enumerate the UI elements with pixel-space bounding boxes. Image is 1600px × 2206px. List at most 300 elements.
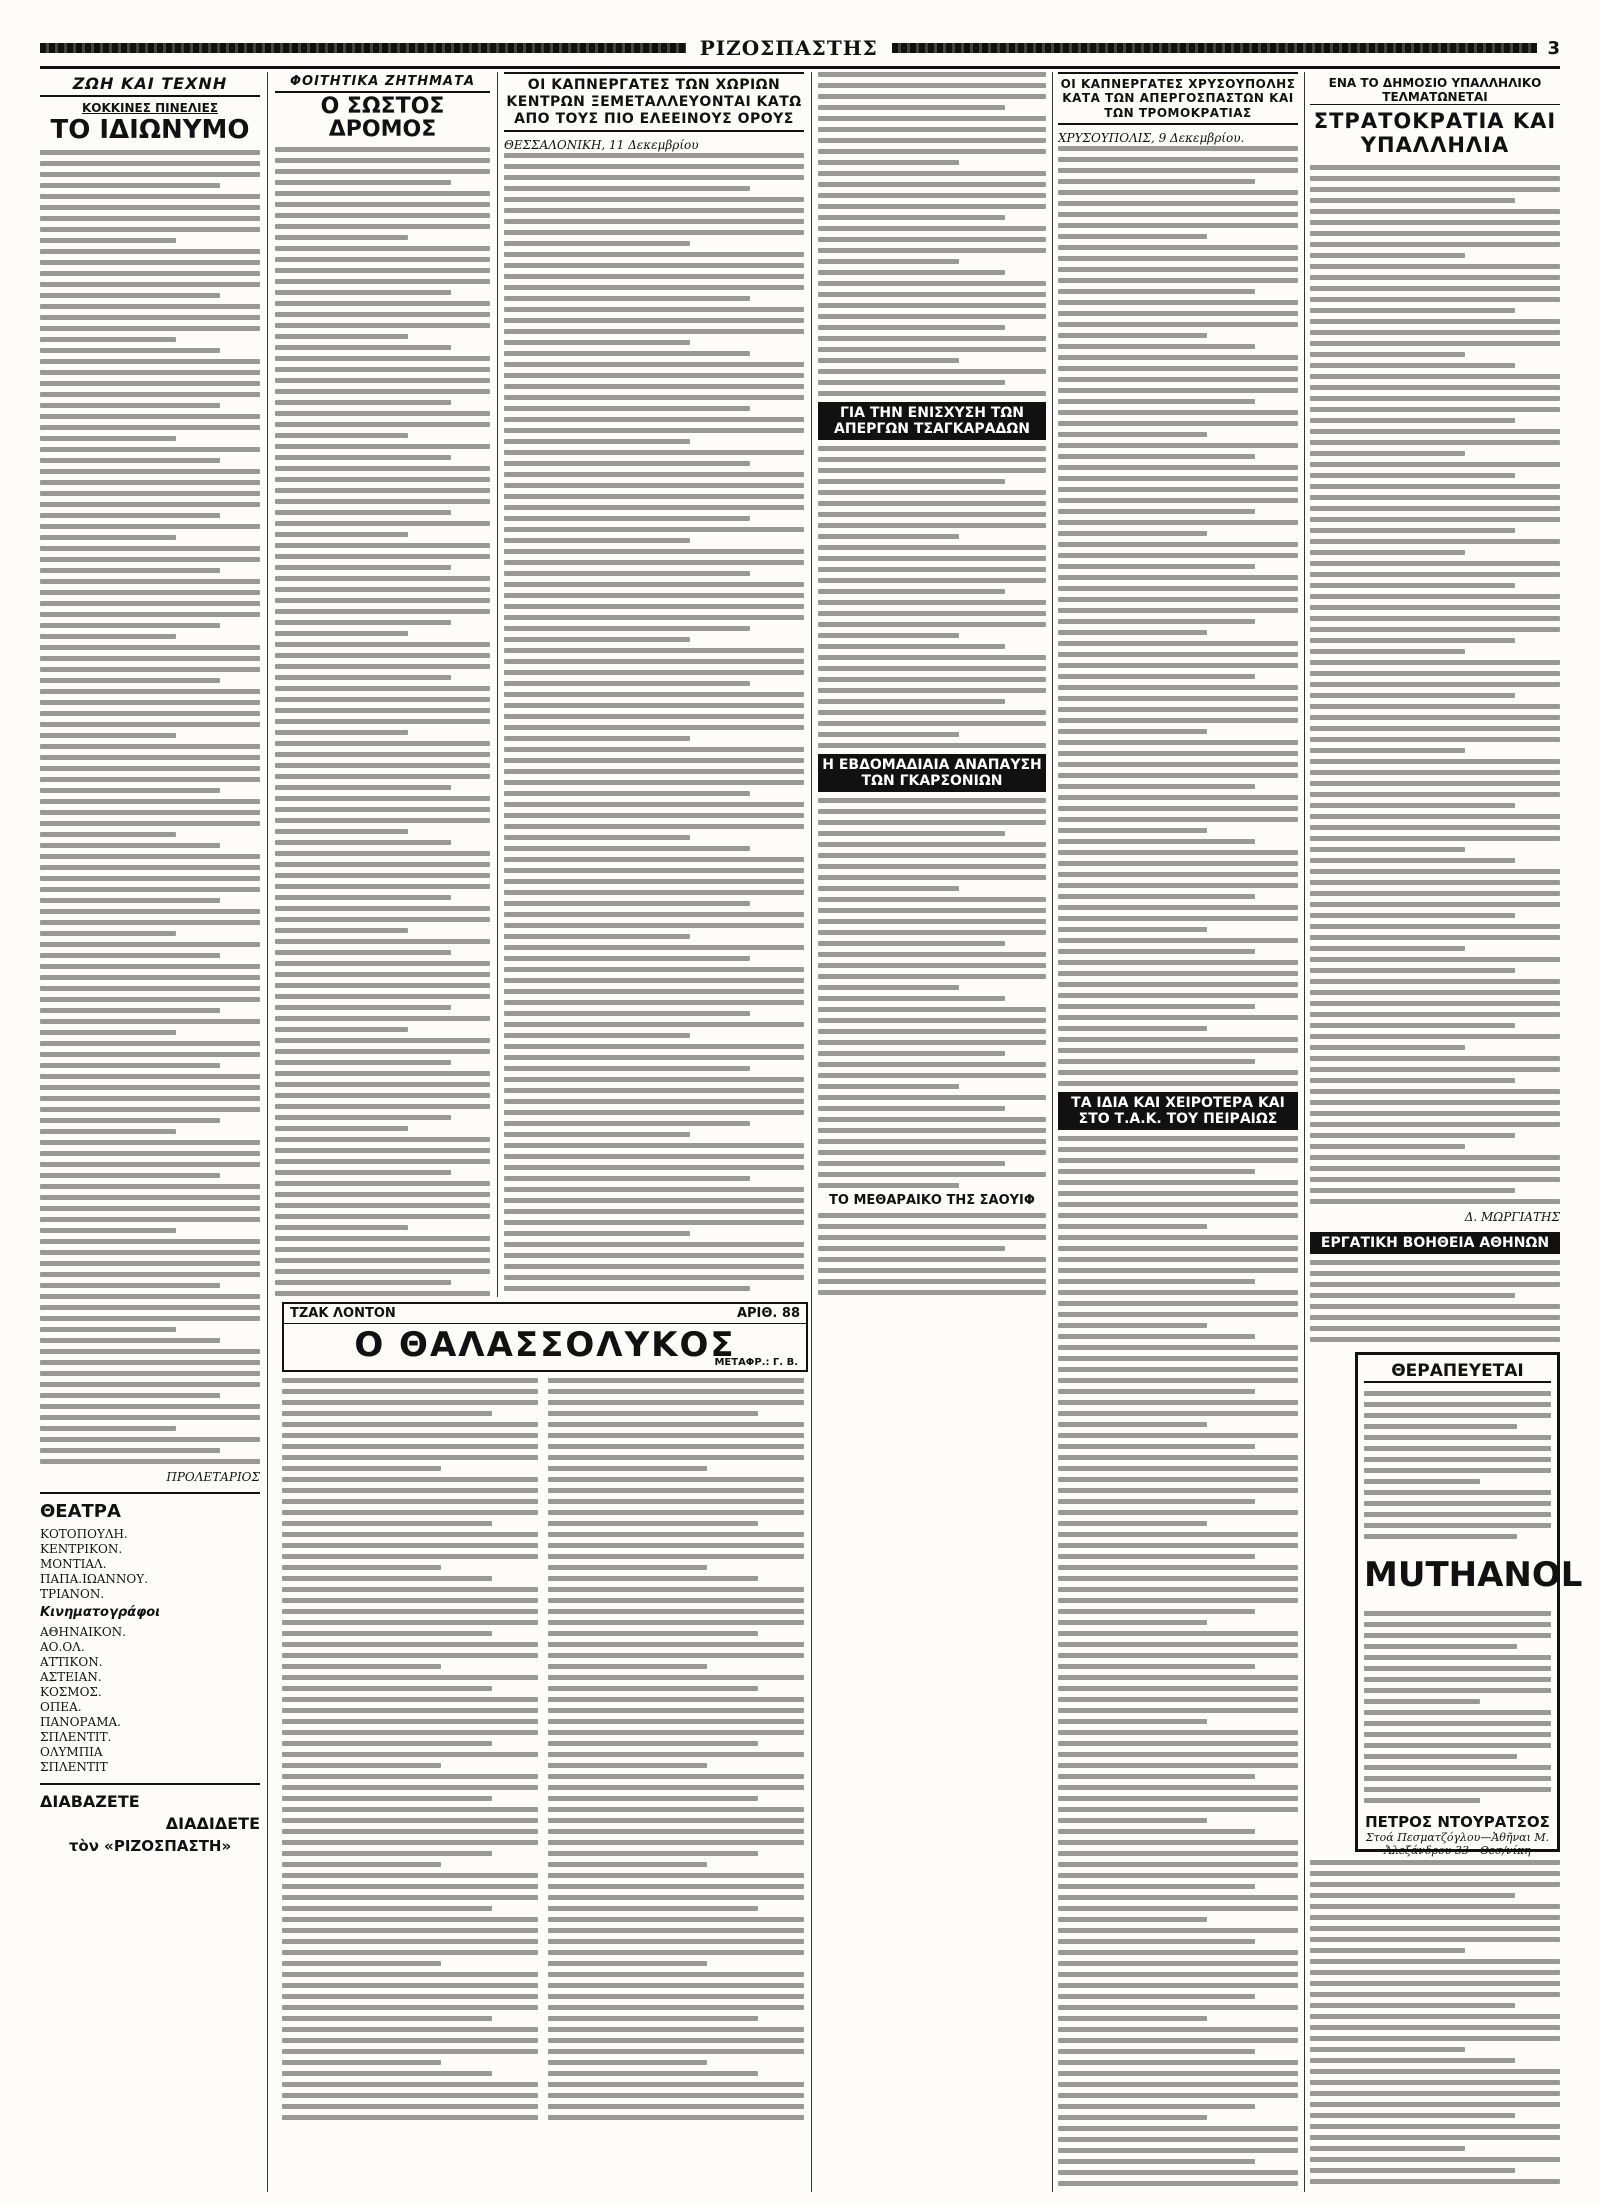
text-line-placeholder <box>1058 355 1298 360</box>
text-line-placeholder <box>1058 2005 1298 2010</box>
text-line-placeholder <box>548 1565 707 1570</box>
ad-brand: MUTHANOL <box>1364 1555 1583 1595</box>
text-line-placeholder <box>1310 1860 1560 1865</box>
text-line-placeholder <box>504 604 804 609</box>
text-line-placeholder <box>818 952 1046 957</box>
text-line-placeholder <box>40 370 260 375</box>
text-line-placeholder <box>504 527 804 532</box>
text-line-placeholder <box>1310 275 1560 280</box>
text-line-placeholder <box>1310 737 1560 742</box>
text-line-placeholder <box>1310 407 1560 412</box>
text-line-placeholder <box>1310 462 1560 467</box>
text-line-placeholder <box>548 1631 758 1636</box>
text-line-placeholder <box>548 1796 758 1801</box>
text-line-placeholder <box>40 645 260 650</box>
text-line-placeholder <box>1310 2003 1515 2008</box>
text-line-placeholder <box>275 796 490 801</box>
text-line-placeholder <box>1310 2102 1560 2107</box>
text-line-placeholder <box>1058 696 1298 701</box>
text-line-placeholder <box>818 545 1046 550</box>
heading-support-strikers: ΓΙΑ ΤΗΝ ΕΝΙΣΧΥΣΗ ΤΩΝ ΑΠΕΡΓΩΝ ΤΣΑΓΚΑΡΑΔΩΝ <box>818 402 1046 440</box>
text-line-placeholder <box>818 138 1046 143</box>
text-line-placeholder <box>1058 773 1298 778</box>
text-line-placeholder <box>40 722 260 727</box>
text-line-placeholder <box>1058 2060 1298 2065</box>
text-line-placeholder <box>818 666 1046 671</box>
text-line-placeholder <box>40 205 260 210</box>
text-line-placeholder <box>1058 1499 1255 1504</box>
text-line-placeholder <box>275 1192 490 1197</box>
text-line-placeholder <box>40 535 176 540</box>
text-line-placeholder <box>275 928 408 933</box>
text-line-placeholder <box>504 1253 804 1258</box>
text-line-placeholder <box>504 1209 804 1214</box>
text-line-placeholder <box>275 1126 408 1131</box>
text-line-placeholder <box>40 931 176 936</box>
text-line-placeholder <box>504 901 750 906</box>
text-line-placeholder <box>1364 1787 1551 1792</box>
text-line-placeholder <box>40 293 220 298</box>
cinema-item: ΑΘΗΝΑΙΚΟΝ. <box>40 1624 126 1639</box>
text-line-placeholder <box>818 677 1046 682</box>
text-line-placeholder <box>1058 1686 1298 1691</box>
text-line-placeholder <box>282 1961 441 1966</box>
text-line-placeholder <box>818 72 1046 77</box>
column-1 <box>40 72 260 2192</box>
text-line-placeholder <box>504 1033 690 1038</box>
text-line-placeholder <box>1058 674 1255 679</box>
text-line-placeholder <box>504 450 804 455</box>
column-rule <box>267 72 268 2192</box>
text-line-placeholder <box>504 1110 804 1115</box>
article-body <box>818 798 1046 1188</box>
text-line-placeholder <box>1058 1158 1298 1163</box>
text-line-placeholder <box>1058 399 1255 404</box>
text-line-placeholder <box>1310 2157 1560 2162</box>
text-line-placeholder <box>275 620 451 625</box>
text-line-placeholder <box>1364 1732 1551 1737</box>
text-line-placeholder <box>40 348 220 353</box>
text-line-placeholder <box>548 1477 804 1482</box>
text-line-placeholder <box>548 1895 804 1900</box>
text-line-placeholder <box>1058 201 1298 206</box>
text-line-placeholder <box>504 153 804 158</box>
text-line-placeholder <box>504 1231 690 1236</box>
text-line-placeholder <box>40 1448 220 1453</box>
text-line-placeholder <box>275 1236 490 1241</box>
serial-text-column <box>548 1378 804 2198</box>
text-line-placeholder <box>275 367 490 372</box>
text-line-placeholder <box>818 182 1046 187</box>
text-line-placeholder <box>40 766 260 771</box>
text-line-placeholder <box>275 147 490 152</box>
column-4 <box>818 72 1046 1297</box>
text-line-placeholder <box>1310 1133 1515 1138</box>
text-line-placeholder <box>1058 1653 1298 1658</box>
text-line-placeholder <box>40 315 260 320</box>
text-line-placeholder <box>1310 638 1515 643</box>
text-line-placeholder <box>1310 627 1560 632</box>
text-line-placeholder <box>1310 902 1560 907</box>
article-body <box>1310 165 1560 1204</box>
text-line-placeholder <box>818 1051 1005 1056</box>
text-line-placeholder <box>1364 1633 1551 1638</box>
text-line-placeholder <box>1058 1180 1298 1185</box>
text-line-placeholder <box>40 1085 260 1090</box>
text-line-placeholder <box>1364 1391 1551 1396</box>
text-line-placeholder <box>1058 1972 1298 1977</box>
text-line-placeholder <box>1058 905 1298 910</box>
text-line-placeholder <box>1310 1177 1560 1182</box>
page-number: 3 <box>1547 37 1560 59</box>
article-body <box>1058 1136 1298 2192</box>
text-line-placeholder <box>1058 190 1298 195</box>
text-line-placeholder <box>504 219 804 224</box>
theatre-list <box>40 1527 260 1602</box>
text-line-placeholder <box>548 1818 804 1823</box>
text-line-placeholder <box>504 472 804 477</box>
text-line-placeholder <box>1310 1023 1515 1028</box>
text-line-placeholder <box>282 1851 492 1856</box>
text-line-placeholder <box>40 876 260 881</box>
text-line-placeholder <box>1058 1389 1255 1394</box>
text-line-placeholder <box>282 2038 538 2043</box>
text-line-placeholder <box>1364 1512 1551 1517</box>
text-line-placeholder <box>818 259 959 264</box>
text-line-placeholder <box>1058 619 1255 624</box>
text-line-placeholder <box>40 1140 260 1145</box>
text-line-placeholder <box>548 1488 804 1493</box>
text-line-placeholder <box>504 681 750 686</box>
text-line-placeholder <box>548 1499 804 1504</box>
text-line-placeholder <box>504 714 804 719</box>
text-line-placeholder <box>1058 1620 1207 1625</box>
text-line-placeholder <box>1058 894 1255 899</box>
text-line-placeholder <box>275 433 408 438</box>
text-line-placeholder <box>1364 1710 1551 1715</box>
text-line-placeholder <box>1058 2181 1298 2186</box>
text-line-placeholder <box>504 1242 804 1247</box>
text-line-placeholder <box>1058 2137 1298 2142</box>
text-line-placeholder <box>282 1609 538 1614</box>
text-line-placeholder <box>1058 1565 1298 1570</box>
text-line-placeholder <box>1058 300 1298 305</box>
text-line-placeholder <box>1310 341 1560 346</box>
text-line-placeholder <box>275 1291 490 1296</box>
text-line-placeholder <box>275 1247 490 1252</box>
text-line-placeholder <box>275 587 490 592</box>
text-line-placeholder <box>1310 605 1560 610</box>
footer-read: ΔΙΑΒΑΖΕΤΕ <box>40 1791 140 1811</box>
text-line-placeholder <box>1310 979 1560 984</box>
text-line-placeholder <box>1364 1435 1551 1440</box>
text-line-placeholder <box>1058 520 1298 525</box>
text-line-placeholder <box>1310 836 1560 841</box>
text-line-placeholder <box>548 1741 758 1746</box>
text-line-placeholder <box>40 1426 176 1431</box>
text-line-placeholder <box>818 1161 1005 1166</box>
text-line-placeholder <box>275 609 490 614</box>
theatre-item: ΜΟΝΤΙΑΛ. <box>40 1556 107 1571</box>
text-line-placeholder <box>504 1132 690 1137</box>
text-line-placeholder <box>1058 1378 1298 1383</box>
text-line-placeholder <box>504 1286 750 1291</box>
text-line-placeholder <box>504 406 750 411</box>
text-line-placeholder <box>40 986 260 991</box>
text-line-placeholder <box>1310 2179 1560 2184</box>
text-line-placeholder <box>282 2071 492 2076</box>
text-line-placeholder <box>1058 1059 1255 1064</box>
text-line-placeholder <box>40 656 260 661</box>
text-line-placeholder <box>818 578 1046 583</box>
text-line-placeholder <box>548 1653 804 1658</box>
text-line-placeholder <box>548 1840 804 1845</box>
text-line-placeholder <box>504 1011 750 1016</box>
text-line-placeholder <box>1058 1081 1298 1086</box>
text-line-placeholder <box>1058 938 1298 943</box>
cinema-item: ΣΠΛΕΝΤΙΤ. <box>40 1729 112 1744</box>
text-line-placeholder <box>282 1983 538 1988</box>
text-line-placeholder <box>40 1349 260 1354</box>
text-line-placeholder <box>548 1675 804 1680</box>
text-line-placeholder <box>1310 1326 1560 1331</box>
text-line-placeholder <box>275 279 490 284</box>
text-line-placeholder <box>1058 971 1298 976</box>
text-line-placeholder <box>1058 2159 1255 2164</box>
text-line-placeholder <box>275 697 490 702</box>
text-line-placeholder <box>1058 1697 1298 1702</box>
text-line-placeholder <box>275 642 490 647</box>
text-line-placeholder <box>818 347 1046 352</box>
text-line-placeholder <box>1058 245 1298 250</box>
text-line-placeholder <box>1058 2170 1298 2175</box>
text-line-placeholder <box>504 736 690 741</box>
text-line-placeholder <box>40 1437 260 1442</box>
text-line-placeholder <box>40 612 260 617</box>
text-line-placeholder <box>1058 421 1298 426</box>
text-line-placeholder <box>818 1117 1046 1122</box>
text-line-placeholder <box>282 1807 538 1812</box>
text-line-placeholder <box>40 1228 176 1233</box>
text-line-placeholder <box>504 439 690 444</box>
text-line-placeholder <box>40 260 260 265</box>
cinema-item: ΟΠΕΑ. <box>40 1699 82 1714</box>
text-line-placeholder <box>1310 506 1560 511</box>
text-line-placeholder <box>1310 231 1560 236</box>
text-line-placeholder <box>1058 1906 1298 1911</box>
text-line-placeholder <box>548 2005 804 2010</box>
text-line-placeholder <box>1310 187 1560 192</box>
text-line-placeholder <box>275 884 490 889</box>
text-line-placeholder <box>1310 1067 1560 1072</box>
text-line-placeholder <box>1058 1367 1298 1372</box>
text-line-placeholder <box>1058 1004 1255 1009</box>
text-line-placeholder <box>40 997 260 1002</box>
text-line-placeholder <box>275 730 408 735</box>
text-line-placeholder <box>818 1062 1046 1067</box>
text-line-placeholder <box>1310 814 1560 819</box>
text-line-placeholder <box>1058 443 1298 448</box>
text-line-placeholder <box>40 1030 176 1035</box>
text-line-placeholder <box>275 444 490 449</box>
text-line-placeholder <box>1364 1754 1517 1759</box>
text-line-placeholder <box>1058 311 1298 316</box>
text-line-placeholder <box>1310 264 1560 269</box>
text-line-placeholder <box>275 741 490 746</box>
text-line-placeholder <box>1058 652 1298 657</box>
text-line-placeholder <box>1058 1521 1207 1526</box>
text-line-placeholder <box>282 1565 441 1570</box>
text-line-placeholder <box>548 1510 804 1515</box>
text-line-placeholder <box>40 1459 260 1464</box>
text-line-placeholder <box>282 1642 538 1647</box>
text-line-placeholder <box>1310 616 1560 621</box>
text-line-placeholder <box>504 318 804 323</box>
text-line-placeholder <box>275 983 490 988</box>
text-line-placeholder <box>504 769 804 774</box>
text-line-placeholder <box>40 1283 220 1288</box>
text-line-placeholder <box>275 224 490 229</box>
text-line-placeholder <box>40 810 260 815</box>
text-line-placeholder <box>1310 2124 1560 2129</box>
text-line-placeholder <box>1058 1598 1298 1603</box>
text-line-placeholder <box>40 1096 260 1101</box>
text-line-placeholder <box>504 461 750 466</box>
text-line-placeholder <box>40 1206 260 1211</box>
text-line-placeholder <box>1058 1752 1298 1757</box>
text-line-placeholder <box>1058 1257 1298 1262</box>
text-line-placeholder <box>275 1115 451 1120</box>
text-line-placeholder <box>1310 2025 1560 2030</box>
text-line-placeholder <box>275 917 490 922</box>
article-body <box>1310 1260 1560 1342</box>
text-line-placeholder <box>548 1378 804 1383</box>
text-line-placeholder <box>40 1371 260 1376</box>
text-line-placeholder <box>1310 2058 1515 2063</box>
text-line-placeholder <box>818 996 1005 1001</box>
text-line-placeholder <box>1310 2168 1515 2173</box>
text-line-placeholder <box>548 2027 804 2032</box>
text-line-placeholder <box>275 840 451 845</box>
text-line-placeholder <box>1310 880 1560 885</box>
text-line-placeholder <box>818 655 1046 660</box>
text-line-placeholder <box>548 1994 804 1999</box>
text-line-placeholder <box>1058 839 1255 844</box>
text-line-placeholder <box>1058 729 1207 734</box>
article-body <box>40 150 260 1464</box>
text-line-placeholder <box>1058 542 1298 547</box>
text-line-placeholder <box>818 1106 1005 1111</box>
text-line-placeholder <box>1310 704 1560 709</box>
text-line-placeholder <box>275 1214 490 1219</box>
text-line-placeholder <box>282 2027 538 2032</box>
text-line-placeholder <box>275 422 490 427</box>
text-line-placeholder <box>40 700 260 705</box>
text-line-placeholder <box>818 215 1005 220</box>
text-line-placeholder <box>275 301 490 306</box>
column-3 <box>504 72 804 1297</box>
text-line-placeholder <box>40 1195 260 1200</box>
text-line-placeholder <box>1058 410 1298 415</box>
text-line-placeholder <box>282 1378 538 1383</box>
text-line-placeholder <box>275 554 490 559</box>
text-line-placeholder <box>1364 1798 1480 1803</box>
text-line-placeholder <box>548 1642 804 1647</box>
text-line-placeholder <box>548 1422 804 1427</box>
text-line-placeholder <box>282 2005 538 2010</box>
text-line-placeholder <box>1364 1501 1551 1506</box>
text-line-placeholder <box>1058 454 1255 459</box>
footer-spread: ΔΙΑΔΙΔΕΤΕ <box>165 1814 260 1834</box>
text-line-placeholder <box>818 83 1046 88</box>
text-line-placeholder <box>504 164 804 169</box>
text-line-placeholder <box>282 1741 492 1746</box>
text-line-placeholder <box>548 2060 707 2065</box>
text-line-placeholder <box>282 1895 538 1900</box>
article-body <box>818 72 1046 396</box>
text-line-placeholder <box>275 532 408 537</box>
text-line-placeholder <box>282 1631 492 1636</box>
theatre-heading: ΘΕΑΤΡΑ <box>40 1501 121 1523</box>
text-line-placeholder <box>1058 476 1298 481</box>
text-line-placeholder <box>1364 1666 1551 1671</box>
text-line-placeholder <box>1310 165 1560 170</box>
theatre-item: ΚΟΤΟΠΟΥΛΗ. <box>40 1526 128 1541</box>
text-line-placeholder <box>1058 1543 1298 1548</box>
text-line-placeholder <box>548 1851 758 1856</box>
text-line-placeholder <box>504 274 804 279</box>
text-line-placeholder <box>1364 1677 1551 1682</box>
text-line-placeholder <box>1310 1111 1560 1116</box>
text-line-placeholder <box>282 1422 538 1427</box>
text-line-placeholder <box>504 835 690 840</box>
text-line-placeholder <box>40 227 260 232</box>
text-line-placeholder <box>548 1785 804 1790</box>
text-line-placeholder <box>1058 2126 1298 2131</box>
text-line-placeholder <box>1310 528 1515 533</box>
text-line-placeholder <box>40 546 260 551</box>
text-line-placeholder <box>40 1129 176 1134</box>
text-line-placeholder <box>1310 396 1560 401</box>
text-line-placeholder <box>504 1154 804 1159</box>
column-rule <box>1052 72 1053 2192</box>
text-line-placeholder <box>1364 1424 1517 1429</box>
text-line-placeholder <box>548 1961 707 1966</box>
text-line-placeholder <box>1310 2146 1465 2151</box>
text-line-placeholder <box>1058 1323 1207 1328</box>
text-line-placeholder <box>275 774 490 779</box>
serial-top <box>284 1304 806 1324</box>
text-line-placeholder <box>275 499 490 504</box>
text-line-placeholder <box>1058 685 1298 690</box>
text-line-placeholder <box>282 1774 538 1779</box>
text-line-placeholder <box>504 967 804 972</box>
text-line-placeholder <box>1058 1015 1298 1020</box>
text-line-placeholder <box>40 1052 260 1057</box>
text-line-placeholder <box>1058 1774 1255 1779</box>
heading-small-box: ΤΟ ΜΕΘΑΡΑΙΚΟ ΤΗΣ ΣΑΟΥΙΦ <box>829 1193 1035 1208</box>
text-line-placeholder <box>504 582 804 587</box>
text-line-placeholder <box>818 1257 1046 1262</box>
text-line-placeholder <box>818 468 1046 473</box>
text-line-placeholder <box>818 1139 1046 1144</box>
column-5 <box>1058 72 1298 2192</box>
text-line-placeholder <box>548 1873 804 1878</box>
text-line-placeholder <box>40 1305 260 1310</box>
text-line-placeholder <box>1310 418 1515 423</box>
text-line-placeholder <box>275 345 451 350</box>
text-line-placeholder <box>504 186 750 191</box>
